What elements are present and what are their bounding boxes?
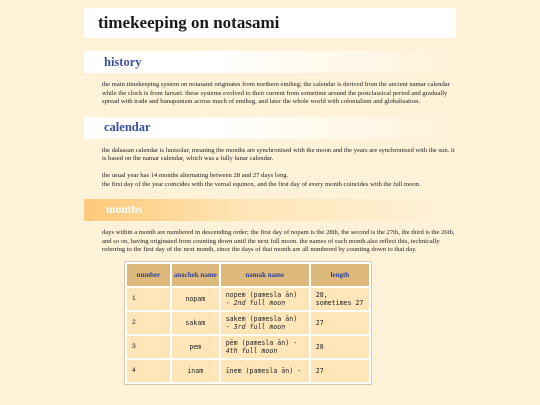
calendar-para-1: the dalassan calendar is lunisolar, meaning the months are synchronised with the moon and the years are synchronised with the sun. it is based on the namar calendar, which was a fully lunar calendar. [102, 146, 455, 163]
col-header-length: length [311, 264, 369, 286]
calendar-para-2-line-1: the usual year has 14 months alternating between 28 and 27 days long. [102, 171, 289, 179]
namak-name-text: sakem (pamesla ān) [225, 314, 298, 323]
page-content [84, 8, 456, 385]
cell-namak-name [221, 360, 309, 382]
cell-namak-name [221, 288, 309, 310]
namak-name-text: pēm (pamesla ān) - [225, 338, 298, 347]
cell-namak-name [221, 336, 309, 358]
history-text: the main timekeeping system on notasami originates from northern emiheg; the calendar is derived from the ancient namar calendar while the clock is from farxari. these systems evolved to their current from sometime around the postclassical period and gradually spread with trade and bunapunism across much of emiheg, and later the whole world with colonialism and globalisation. [102, 81, 450, 106]
cell-number: 1 [127, 288, 170, 310]
namak-name-text: īnem (pamesla ān) - [225, 366, 302, 375]
cell-number: 3 [127, 336, 170, 358]
table-row [127, 288, 369, 310]
cell-anachek-name: sakam [172, 312, 219, 334]
col-header-namak-name: namak name [221, 264, 309, 286]
calendar-heading: calendar [84, 117, 456, 139]
table-row [127, 336, 369, 358]
namak-name-text: nopem (pamesla ān) [225, 290, 298, 299]
cell-length: 27 [311, 312, 369, 334]
cell-namak-name [221, 312, 309, 334]
table-row [127, 312, 369, 334]
cell-length: 28 [311, 336, 369, 358]
table-row [127, 360, 369, 382]
col-header-number: number [127, 264, 170, 286]
calendar-para-2-line-2: the first day of the year coincides with the vernal equinox, and the first day of every month coincides with the full moon. [102, 180, 421, 188]
cell-anachek-name: pem [172, 336, 219, 358]
cell-number: 4 [127, 360, 170, 382]
namak-gloss: - 3rd full moon [225, 322, 286, 331]
cell-length: 27 [311, 360, 369, 382]
cell-anachek-name: nopam [172, 288, 219, 310]
cell-anachek-name: inam [172, 360, 219, 382]
months-heading: months [84, 199, 456, 221]
page-title: timekeeping on notasami [84, 8, 456, 38]
namak-gloss: 4th full moon [225, 346, 278, 355]
months-table [124, 261, 372, 385]
cell-number: 2 [127, 312, 170, 334]
table-header-row [127, 264, 369, 286]
cell-length: 28, sometimes 27 [311, 288, 369, 310]
namak-gloss: - 2nd full moon [225, 298, 286, 307]
col-header-anachek-name: anachek name [172, 264, 219, 286]
history-heading: history [84, 51, 456, 73]
months-text: days within a month are numbered in descending order; the first day of nopam is the 28th, the second is the 27th, the third is the 26th, and so on, having originated from counting down until the next full moon. the names of each month also reflect this, technically referring to the first day of the next month, since the days of that month are all numbered by counting down to that day. [102, 229, 455, 254]
